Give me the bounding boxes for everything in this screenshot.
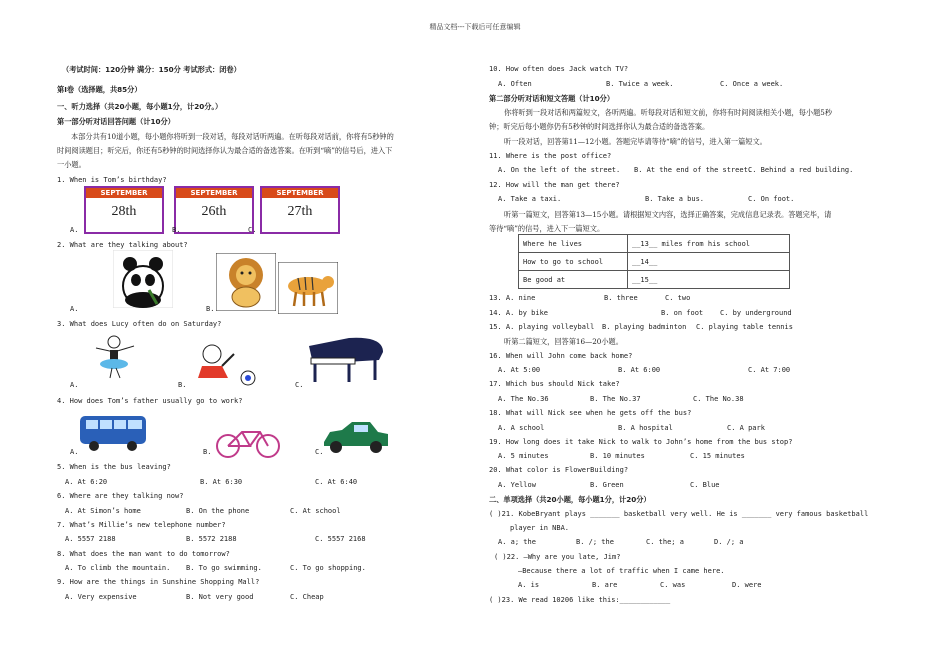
table-row bbox=[519, 271, 790, 289]
instruction-line: 听第一篇短文，回答第13—15小题。请根据短文内容，选择正确答案，完成信息记录表。答题完毕，请 bbox=[504, 210, 832, 219]
section2-title: 二、单项选择（共20小题，每小题1分，计20分） bbox=[489, 495, 651, 504]
question-21-cont: player in NBA. bbox=[510, 524, 570, 532]
bicycle-image bbox=[214, 424, 284, 460]
question-14: 14. A. by bike bbox=[489, 309, 549, 317]
option: A. To climb the mountain. bbox=[65, 564, 171, 572]
table-row bbox=[519, 253, 790, 271]
table-row bbox=[519, 235, 790, 253]
option: A. a; the bbox=[498, 538, 536, 546]
question-22-cont: —Because there a lot of traffic when I came here. bbox=[518, 567, 725, 575]
option-label: B. bbox=[206, 305, 215, 313]
option: B. At the end of the street. bbox=[634, 166, 753, 174]
option: A. The No.36 bbox=[498, 395, 549, 403]
option: B. Not very good bbox=[186, 593, 254, 601]
option: B. On the phone bbox=[186, 507, 250, 515]
option: C. Once a week. bbox=[720, 80, 784, 88]
question-10: 10. How often does Jack watch TV? bbox=[489, 65, 629, 73]
option: A. Often bbox=[498, 80, 532, 88]
question-18: 18. What will Nick see when he gets off the bus? bbox=[489, 409, 692, 417]
calendar-day: 27th bbox=[287, 204, 313, 219]
exam-info: （考试时间：120分钟 满分：150分 考试形式：闭卷） bbox=[62, 65, 241, 74]
question-6: 6. Where are they talking now? bbox=[57, 492, 184, 500]
option: C. To go shopping. bbox=[290, 564, 366, 572]
option: C. At school bbox=[290, 507, 341, 515]
question-3: 3. What does Lucy often do on Saturday? bbox=[57, 320, 222, 328]
option: A. 5557 2188 bbox=[65, 535, 116, 543]
option: C. A park bbox=[727, 424, 765, 432]
option: C. the; a bbox=[646, 538, 684, 546]
question-19: 19. How long does it take Nick to walk to John’s home from the bus stop? bbox=[489, 438, 793, 446]
option: D. /; a bbox=[714, 538, 744, 546]
section1-title: 一、听力选择（共20小题，每小题1分，计20分。） bbox=[57, 102, 223, 111]
instruction-line: 钟；听完后每小题你仍有5秒钟的时间选择你认为最合适的备选答案。 bbox=[489, 122, 710, 131]
option: C. At 7:00 bbox=[748, 366, 791, 374]
option-label: C. bbox=[295, 381, 304, 389]
option: B. Twice a week. bbox=[606, 80, 674, 88]
option: C. was bbox=[660, 581, 686, 589]
option: B. At 6:00 bbox=[618, 366, 661, 374]
option-label: C. bbox=[315, 448, 324, 456]
calendar-image-b bbox=[174, 186, 257, 234]
table-cell: Where he lives bbox=[519, 235, 628, 253]
table-cell: __14__ bbox=[628, 253, 790, 271]
option: B. The No.37 bbox=[590, 395, 641, 403]
question-1: 1. When is Tom’s birthday? bbox=[57, 176, 167, 184]
instruction-line: 时间阅读题目；听完后，你还有5秒钟的时间选择你认为最合适的备选答案。在听到“嘀”的信号后，进入下 bbox=[57, 146, 393, 155]
option: A. At 5:00 bbox=[498, 366, 541, 374]
option-label: A. bbox=[70, 381, 79, 389]
car-image bbox=[320, 418, 392, 456]
instruction-line: 等待“嘀”的信号，进入下一篇短文。 bbox=[489, 224, 605, 233]
option: A. Take a taxi. bbox=[498, 195, 562, 203]
option: B. Take a bus. bbox=[645, 195, 705, 203]
table-cell: How to go to school bbox=[519, 253, 628, 271]
panda-image bbox=[113, 250, 173, 308]
option-label: A. bbox=[70, 305, 79, 313]
option: A. Very expensive bbox=[65, 593, 137, 601]
calendar-day: 28th bbox=[111, 204, 137, 219]
question-23: ( )23. We read 10206 like this:____________ bbox=[489, 596, 671, 604]
instruction-line: 听一段对话，回答第11—12小题。答题完毕请等待“嘀”的信号，进入第一篇短文。 bbox=[504, 137, 767, 146]
tiger-image bbox=[278, 262, 338, 314]
question-20: 20. What color is FlowerBuilding? bbox=[489, 466, 629, 474]
option: A. A school bbox=[498, 424, 545, 432]
question-17: 17. Which bus should Nick take? bbox=[489, 380, 620, 388]
option: C. Behind a red building. bbox=[748, 166, 854, 174]
question-2: 2. What are they talking about? bbox=[57, 241, 188, 249]
option: C. On foot. bbox=[748, 195, 795, 203]
option: B. on foot bbox=[661, 309, 704, 317]
instruction-line: 一小题。 bbox=[57, 160, 86, 169]
option: C. two bbox=[665, 294, 691, 302]
option: C. At 6:40 bbox=[315, 478, 358, 486]
table-cell: __15__ bbox=[628, 271, 790, 289]
section1-part2: 第二部分听对话和短文答题（计10分） bbox=[489, 94, 615, 103]
option: A. 5 minutes bbox=[498, 452, 549, 460]
part1-title: 第Ⅰ卷（选择题，共85分） bbox=[57, 85, 142, 94]
option-label: B. bbox=[178, 381, 187, 389]
calendar-image-c bbox=[260, 186, 340, 234]
option: B. 5572 2188 bbox=[186, 535, 237, 543]
question-16: 16. When will John come back home? bbox=[489, 352, 633, 360]
instruction-line: 本部分共有10道小题，每小题你将听到一段对话，每段对话听两遍。在听每段对话前，你将有5秒钟的 bbox=[71, 132, 394, 141]
question-11: 11. Where is the post office? bbox=[489, 152, 612, 160]
calendar-header: SEPTEMBER bbox=[262, 188, 338, 198]
question-21: ( )21. KobeBryant plays _______ basketball very well. He is _______ very famous basketball bbox=[489, 510, 869, 518]
option-label: B. bbox=[203, 448, 212, 456]
section1-part1: 第一部分听对话回答问题（计10分） bbox=[57, 117, 175, 126]
question-15: 15. A. playing volleyball bbox=[489, 323, 595, 331]
option: B. Green bbox=[590, 481, 624, 489]
info-table bbox=[518, 234, 790, 289]
option: B. playing badminton bbox=[602, 323, 687, 331]
calendar-header: SEPTEMBER bbox=[176, 188, 252, 198]
question-13: 13. A. nine bbox=[489, 294, 536, 302]
option: C. 5557 2168 bbox=[315, 535, 366, 543]
question-5: 5. When is the bus leaving? bbox=[57, 463, 171, 471]
football-player-image bbox=[188, 340, 262, 388]
option: A. is bbox=[518, 581, 540, 589]
option: A. At 6:20 bbox=[65, 478, 108, 486]
ballet-dancer-image bbox=[92, 334, 140, 380]
instruction-line: 听第二篇短文，回答第16—20小题。 bbox=[504, 337, 623, 346]
calendar-day: 26th bbox=[201, 204, 227, 219]
option-label: C. bbox=[248, 226, 257, 234]
option: B. /; the bbox=[576, 538, 614, 546]
lion-image bbox=[216, 253, 276, 311]
option: B. are bbox=[592, 581, 618, 589]
option-label: A. bbox=[70, 448, 79, 456]
option: B. 10 minutes bbox=[590, 452, 645, 460]
calendar-header: SEPTEMBER bbox=[86, 188, 162, 198]
option: C. Blue bbox=[690, 481, 720, 489]
calendar-image-a bbox=[84, 186, 164, 234]
question-8: 8. What does the man want to do tomorrow? bbox=[57, 550, 230, 558]
option: D. were bbox=[732, 581, 762, 589]
bus-image bbox=[78, 412, 150, 454]
instruction-line: 你将听到一段对话和两篇短文，各听两遍。听每段对话和短文前，你将有时间阅读相关小题，每小题5秒 bbox=[504, 108, 833, 117]
option: A. Yellow bbox=[498, 481, 536, 489]
option: B. At 6:30 bbox=[200, 478, 243, 486]
question-12: 12. How will the man get there? bbox=[489, 181, 620, 189]
piano-image bbox=[303, 330, 387, 386]
option: C. The No.38 bbox=[693, 395, 744, 403]
table-cell: __13__ miles from his school bbox=[628, 235, 790, 253]
option: A. At Simon’s home bbox=[65, 507, 141, 515]
question-4: 4. How does Tom’s father usually go to work? bbox=[57, 397, 243, 405]
option: C. 15 minutes bbox=[690, 452, 745, 460]
option: B. A hospital bbox=[618, 424, 673, 432]
question-7: 7. What’s Millie’s new telephone number? bbox=[57, 521, 226, 529]
question-9: 9. How are the things in Sunshine Shopping Mall? bbox=[57, 578, 260, 586]
header-note: 精品文档---下载后可任意编辑 bbox=[429, 23, 521, 31]
option: C. by underground bbox=[720, 309, 792, 317]
table-cell: Be good at bbox=[519, 271, 628, 289]
option: C. playing table tennis bbox=[696, 323, 793, 331]
option: A. On the left of the street. bbox=[498, 166, 621, 174]
option: B. To go swimming. bbox=[186, 564, 262, 572]
option: B. three bbox=[604, 294, 638, 302]
option: C. Cheap bbox=[290, 593, 324, 601]
option-label: A. bbox=[70, 226, 79, 234]
question-22: ( )22. —Why are you late, Jim? bbox=[494, 553, 621, 561]
option-label: B. bbox=[172, 226, 181, 234]
